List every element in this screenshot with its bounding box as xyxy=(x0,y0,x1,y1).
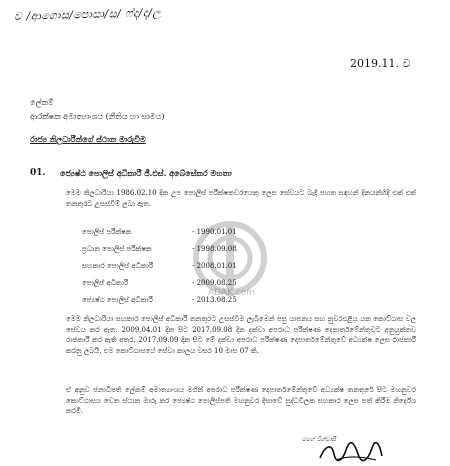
service-row xyxy=(82,296,282,313)
service-date: - 2008.01.01 xyxy=(192,262,237,270)
service-row xyxy=(82,245,282,262)
addressee-block xyxy=(30,96,165,124)
subject-line: රාජ්‍ය නිලධාරීන්ගේ ස්ථාන මාරුවීම xyxy=(30,134,146,144)
service-rank: පොලිස් අධිකාරී xyxy=(82,279,129,287)
letter-date: 2019.11. ව xyxy=(350,57,411,70)
service-date: - 2009.08.25 xyxy=(192,279,237,287)
addressee-title: ලේකම් xyxy=(30,98,54,107)
service-rank: ජ්‍යෙෂ්ඨ පොලිස් අධිකාරී xyxy=(82,296,153,304)
service-row xyxy=(82,262,282,279)
service-rank: සහකාර පොලිස් අධිකාරී xyxy=(82,262,154,270)
service-date: - 1998.09.08 xyxy=(192,245,237,253)
service-row xyxy=(82,279,282,296)
service-history-list xyxy=(82,228,282,313)
signature-caption: මගේ විශ්වාසී xyxy=(302,436,336,443)
service-row xyxy=(82,228,282,245)
service-date: - 2013.08.25 xyxy=(192,296,237,304)
service-date: - 1990.01.01 xyxy=(192,228,237,236)
paragraph-service-details: මෙම නිලධාරියා සහකාර පොලිස් අධිකාරී තනතුරට උසස්වීම ලැබීමෙන් පසු යාපනය සහ නුවරඑළිය යන කොට්ඨාස වල සේවය කර ඇත. 2009.04.01 දින සිට 2017.09.08 දින දක්වා අපරාධ පරීක්ෂණ දෙපාර්තමේන්තුවට අනුයුක්තව රාජකාරී කර ඇති අතර, 2017.09.09 දින සිට මේ දක්වා අපරාධ පරීක්ෂණ දෙපාර්තමේන්තුවේ අධ්‍යක්ෂ ලෙස රාජකාරී කරනු ලබයි. එම කොට්ඨාසයේ සේවා කාලය වසර 10 මාස 07 කි. xyxy=(66,315,416,355)
paragraph-intro: මෙම නිලධාරියා 1986.02.10 දින උප පොලිස් පරීක්ෂකවරයෙකු ලෙස සේවයට බැදී පහත සඳහන් දිනයන්හිදී එක් එක් තනතුරට උසස්වීම් ලබා ඇත. xyxy=(66,189,416,208)
addressee-ministry: ආරක්ෂක අමාත්‍යාංශය (නීතිය හා සාමය) xyxy=(30,112,165,121)
handwritten-reference: ව /ආගොස/පොසා/ස/ ෆ්ද/ද/ල xyxy=(13,6,162,23)
service-rank: ප්‍රධාන පොලිස් පරීක්ෂක xyxy=(82,245,152,253)
item-number: 01. xyxy=(30,168,46,178)
service-rank: පොලිස් පරීක්ෂක xyxy=(82,228,132,236)
watermark-text: ADAK.com xyxy=(208,288,256,298)
signature-icon xyxy=(316,436,386,466)
item-heading: ජ්‍යෙෂ්ඨ පොලිස් අධිකාරී ජී.එස්. අබේසේකර මහතා xyxy=(60,168,232,178)
paragraph-recommendation: ඒ අනුව ජනාධිපති ලේකම් අමාත්‍යාංශය මගින් අපරාධ පරීක්ෂණ දෙපාර්තමේන්තුවේ අධ්‍යක්ෂ තනතුරේ සිට මහනුවර කොට්ඨාසය වෙත ස්ථාන මාරු කර ජ්‍යෙෂ්ඨ පොලිස්පති මහනුවර දිසාවේ සුද්ධවිලක සහකාර ලෙස පත් කිරීම නිර්දේශ කරමි. xyxy=(66,386,416,415)
